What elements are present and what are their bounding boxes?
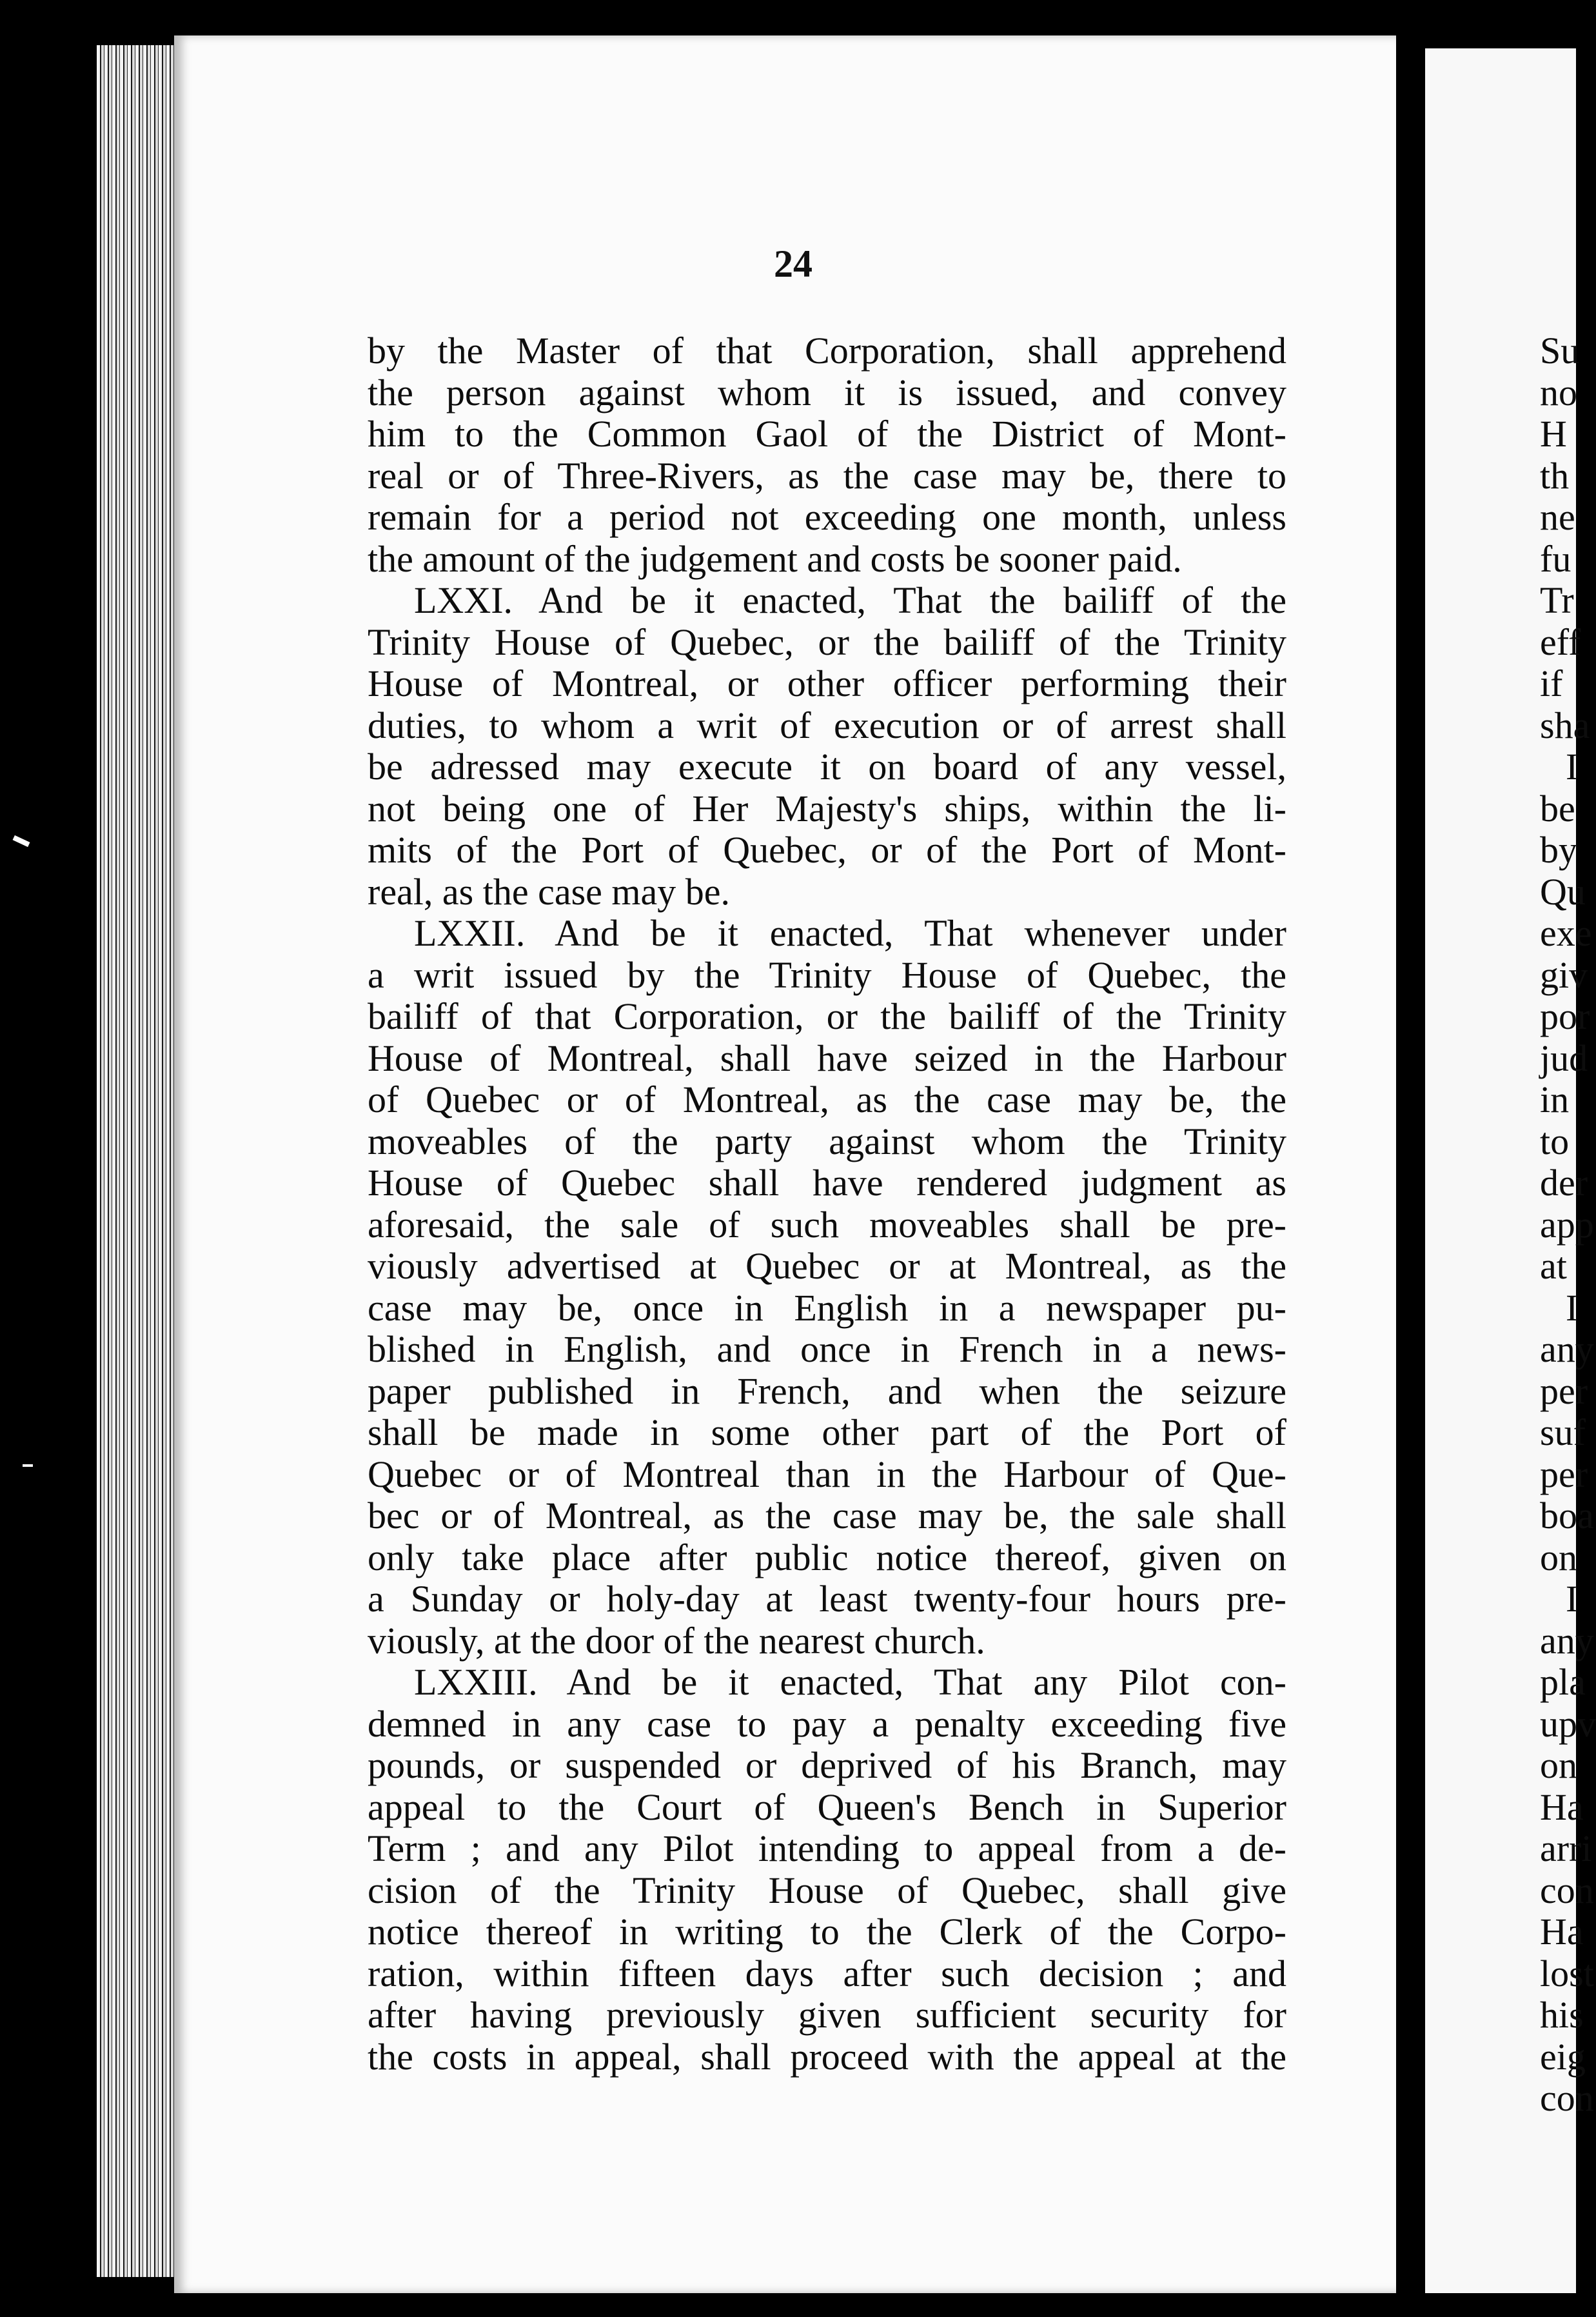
text-line: House of Montreal, shall have seized in the Harbour xyxy=(368,1037,1286,1079)
text-line: only take place after public notice thereof, given on xyxy=(368,1536,1286,1578)
scan-speck xyxy=(13,835,30,847)
text-fragment: Su xyxy=(1540,330,1580,372)
text-fragment: sha xyxy=(1540,704,1590,746)
text-fragment: by xyxy=(1540,829,1577,871)
text-line: of Quebec or of Montreal, as the case may be, the xyxy=(368,1079,1286,1120)
text-line: remain for a period not exceeding one month, unless xyxy=(368,496,1286,538)
book-gutter xyxy=(1396,0,1425,2317)
text-fragment: I xyxy=(1566,1578,1579,1620)
text-fragment: in xyxy=(1540,1079,1570,1120)
text-line: LXXIII. And be it enacted, That any Pilot con- xyxy=(414,1661,1286,1703)
text-line: not being one of Her Majesty's ships, within the li- xyxy=(368,787,1286,830)
page-number: 24 xyxy=(774,243,813,285)
text-line: aforesaid, the sale of such moveables shall be pre- xyxy=(368,1203,1286,1246)
text-fragment: app xyxy=(1540,1203,1594,1246)
text-fragment: lost xyxy=(1540,1952,1594,1994)
text-line: Quebec or of Montreal than in the Harbour of Que- xyxy=(368,1453,1286,1495)
text-line: a Sunday or holy-day at least twenty-four hours pre- xyxy=(368,1578,1286,1620)
text-line: blished in English, and once in French in a news- xyxy=(368,1328,1286,1370)
text-fragment: boa xyxy=(1540,1495,1594,1536)
text-fragment: be xyxy=(1540,787,1575,830)
text-fragment: Tr xyxy=(1540,579,1574,621)
text-line: viously, at the door of the nearest church. xyxy=(368,1619,985,1662)
text-fragment: der xyxy=(1540,1162,1588,1204)
text-fragment: eig xyxy=(1540,2035,1586,2078)
text-line: shall be made in some other part of the Port of xyxy=(368,1411,1286,1453)
text-line: appeal to the Court of Queen's Bench in Superior xyxy=(368,1785,1286,1828)
right-page-text-fragments xyxy=(1540,330,1596,2120)
text-line: LXXII. And be it enacted, That whenever under xyxy=(414,912,1286,954)
text-line: pounds, or suspended or deprived of his Branch, may xyxy=(368,1744,1286,1786)
text-fragment: arri xyxy=(1540,1827,1592,1869)
text-fragment: no xyxy=(1540,371,1577,413)
text-fragment: ne xyxy=(1540,496,1575,538)
text-line: the person against whom it is issued, and convey xyxy=(368,371,1286,413)
text-line: real or of Three-Rivers, as the case may be, there to xyxy=(368,454,1286,497)
text-line: bec or of Montreal, as the case may be, the sale shall xyxy=(368,1495,1286,1536)
text-fragment: at xyxy=(1540,1245,1567,1287)
text-line: the costs in appeal, shall proceed with the appeal at the xyxy=(368,2035,1286,2078)
text-fragment: eff xyxy=(1540,621,1581,663)
text-fragment: I xyxy=(1566,746,1579,788)
text-line: mits of the Port of Quebec, or of the Port of Mont- xyxy=(368,829,1286,871)
text-line: notice thereof in writing to the Clerk of the Corpo- xyxy=(368,1911,1286,1953)
text-fragment: any xyxy=(1540,1328,1594,1370)
text-line: House of Montreal, or other officer performing their xyxy=(368,662,1286,704)
book-page-edges xyxy=(97,45,181,2277)
text-line: by the Master of that Corporation, shall apprehend xyxy=(368,330,1286,372)
text-line: paper published in French, and when the seizure xyxy=(368,1369,1286,1412)
text-line: House of Quebec shall have rendered judgment as xyxy=(368,1162,1286,1204)
text-fragment: any xyxy=(1540,1619,1594,1662)
text-fragment: con xyxy=(1540,2077,1594,2119)
text-line: moveables of the party against whom the Trinity xyxy=(368,1120,1286,1162)
text-fragment: per xyxy=(1540,1453,1588,1495)
text-fragment: Qu xyxy=(1540,870,1586,913)
text-line: viously advertised at Quebec or at Montreal, as the xyxy=(368,1245,1286,1287)
text-fragment: jud xyxy=(1540,1037,1588,1079)
text-fragment: H xyxy=(1540,413,1567,455)
text-fragment: upv xyxy=(1540,1702,1596,1745)
text-fragment: giv xyxy=(1540,953,1588,996)
text-fragment: suf xyxy=(1540,1411,1586,1453)
text-line: be adressed may execute it on board of any vessel, xyxy=(368,746,1286,788)
text-fragment: on xyxy=(1540,1536,1577,1578)
left-page-text xyxy=(368,330,1286,2078)
text-line: a writ issued by the Trinity House of Quebec, the xyxy=(368,953,1286,996)
text-line: bailiff of that Corporation, or the bailiff of the Trinity xyxy=(368,995,1286,1037)
text-fragment: con xyxy=(1540,1869,1594,1911)
text-line: cision of the Trinity House of Quebec, shall give xyxy=(368,1869,1286,1911)
text-fragment: on xyxy=(1540,1744,1577,1786)
text-fragment: to xyxy=(1540,1120,1570,1162)
text-line: case may be, once in English in a newspaper pu- xyxy=(368,1286,1286,1329)
text-fragment: Ha xyxy=(1540,1911,1584,1953)
text-fragment: per xyxy=(1540,1369,1588,1412)
text-fragment: Ha xyxy=(1540,1785,1584,1828)
text-line: Term ; and any Pilot intending to appeal from a de- xyxy=(368,1827,1286,1869)
text-fragment: por xyxy=(1540,995,1590,1037)
text-line: after having previously given sufficient security for xyxy=(368,1994,1286,2036)
text-line: the amount of the judgement and costs be sooner paid. xyxy=(368,537,1182,580)
text-fragment: pla xyxy=(1540,1661,1586,1703)
text-fragment: th xyxy=(1540,454,1570,497)
text-line: ration, within fifteen days after such decision ; and xyxy=(368,1952,1286,1994)
text-line: Trinity House of Quebec, or the bailiff of the Trinity xyxy=(368,621,1286,663)
text-line: real, as the case may be. xyxy=(368,870,730,913)
text-fragment: his xyxy=(1540,1994,1584,2036)
text-fragment: fu xyxy=(1540,537,1571,580)
text-line: LXXI. And be it enacted, That the bailiff of the xyxy=(414,579,1286,621)
text-line: demned in any case to pay a penalty exceeding five xyxy=(368,1702,1286,1745)
text-fragment: if xyxy=(1540,662,1563,704)
text-fragment: I xyxy=(1566,1286,1579,1329)
text-line: duties, to whom a writ of execution or of arrest shall xyxy=(368,704,1286,746)
text-line: him to the Common Gaol of the District of Mont- xyxy=(368,413,1286,455)
text-fragment: exe xyxy=(1540,912,1592,954)
scan-speck xyxy=(23,1464,33,1467)
